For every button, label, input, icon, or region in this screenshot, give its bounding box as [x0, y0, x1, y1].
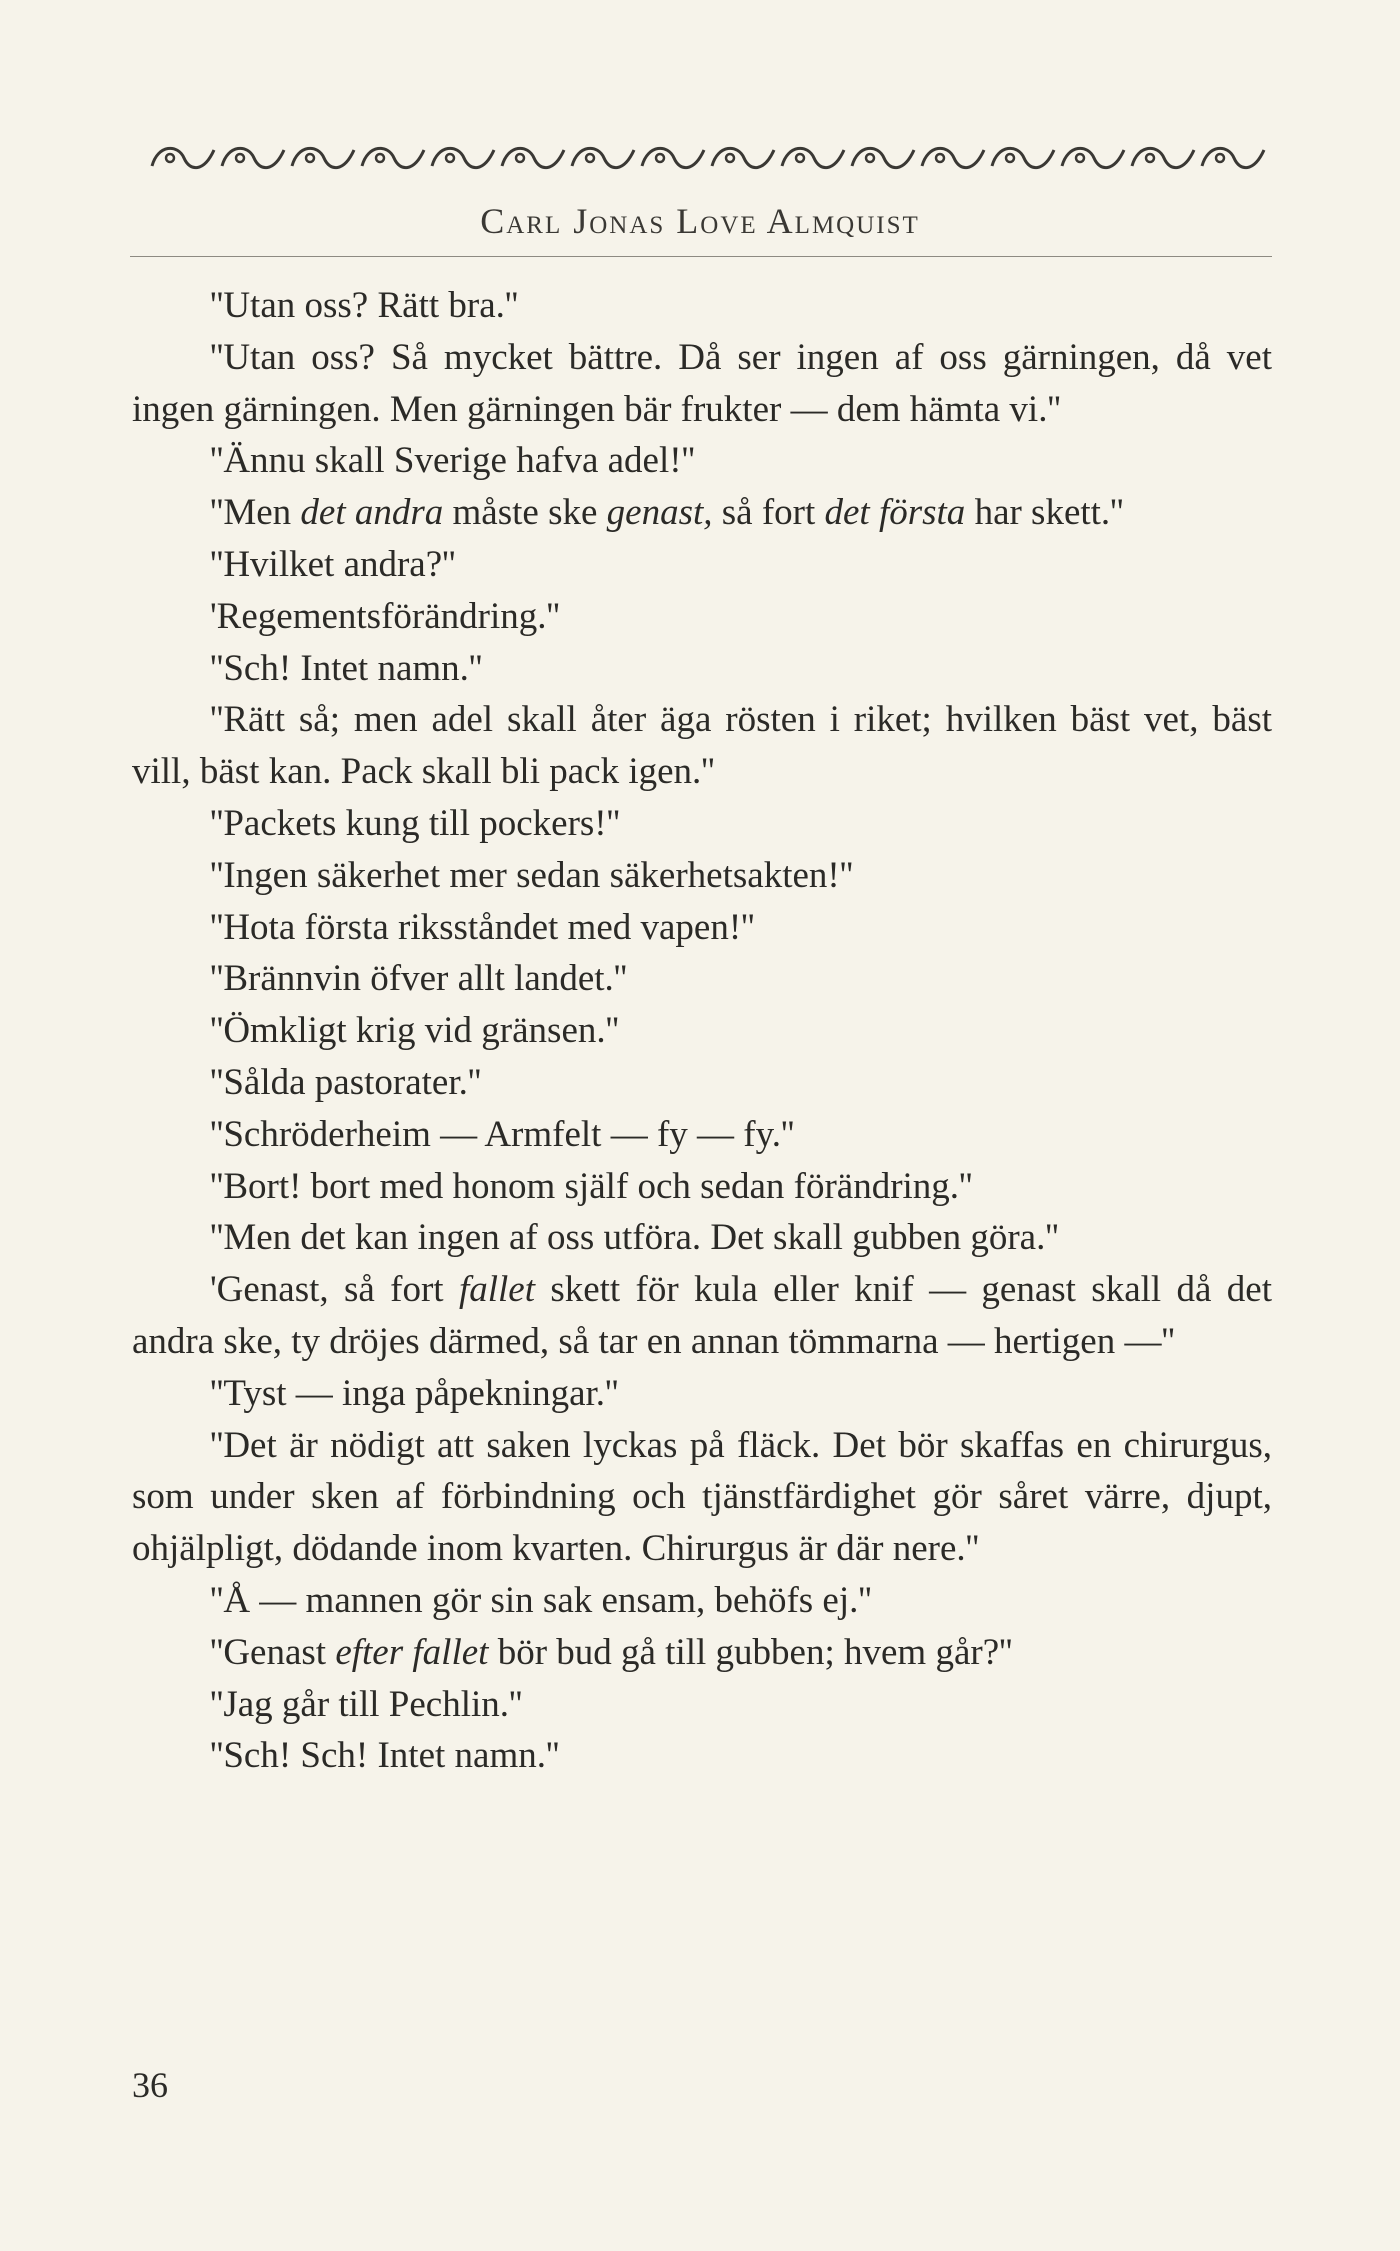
paragraph — [132, 332, 1272, 436]
italic-text: det första — [824, 492, 966, 534]
paragraph — [132, 1109, 1272, 1161]
ornament-scroll — [1202, 148, 1264, 167]
ornament-scroll — [292, 148, 354, 167]
italic-text: det andra — [300, 492, 444, 534]
ornament-curl — [236, 154, 244, 162]
scroll-ornament-icon — [148, 138, 1268, 178]
body-text — [132, 280, 1272, 1782]
paragraph — [132, 1679, 1272, 1731]
text-run: ''Det är nödigt att saken lyckas på fläck. Det bör skaffas en chirurgus, som under sken af förbindning och tjänstfärdighet gör såret värre, djupt, ohjälpligt, dödande inom kvarten. Chirurgus är där nere.'' — [132, 1424, 1272, 1570]
ornament-scroll — [502, 148, 564, 167]
italic-text: efter fallet — [335, 1631, 489, 1673]
ornament-curl — [586, 154, 594, 162]
ornament-curl — [376, 154, 384, 162]
ornament-scroll — [572, 148, 634, 167]
paragraph — [132, 280, 1272, 332]
ornament-curl — [1146, 154, 1154, 162]
italic-text: genast, — [606, 492, 713, 534]
ornament-curl — [306, 154, 314, 162]
ornament-scroll — [362, 148, 424, 167]
text-run: ''Genast — [210, 1631, 336, 1673]
ornament-scroll — [1132, 148, 1194, 167]
paragraph — [132, 591, 1272, 643]
ornament-scroll — [1062, 148, 1124, 167]
text-run: ''Men det kan ingen af oss utföra. Det skall gubben göra.'' — [210, 1217, 1059, 1259]
ornament-curl — [1076, 154, 1084, 162]
text-run: ''Brännvin öfver allt landet.'' — [210, 958, 628, 1000]
text-run: ''Ännu skall Sverige hafva adel!'' — [210, 440, 695, 482]
paragraph — [132, 1730, 1272, 1782]
ornament-curl — [1006, 154, 1014, 162]
ornament-curl — [1216, 154, 1224, 162]
paragraph — [132, 1575, 1272, 1627]
running-head: Carl Jonas Love Almquist — [480, 201, 920, 241]
paragraph — [132, 1161, 1272, 1213]
paragraph — [132, 798, 1272, 850]
paragraph — [132, 850, 1272, 902]
ornament-scroll — [712, 148, 774, 167]
text-run: 'Genast, så fort — [210, 1269, 459, 1311]
ornament-curl — [936, 154, 944, 162]
text-run: ''Sch! Intet namn.'' — [210, 647, 483, 689]
text-run: måste ske — [443, 492, 607, 534]
ornament-curl — [656, 154, 664, 162]
text-run: bör bud gå till gubben; hvem går?'' — [488, 1631, 1013, 1673]
ornament-curl — [516, 154, 524, 162]
paragraph — [132, 694, 1272, 798]
ornament-curl — [446, 154, 454, 162]
paragraph — [132, 1057, 1272, 1109]
text-run: ''Schröderheim — Armfelt — fy — fy.'' — [210, 1113, 795, 1155]
paragraph — [132, 1368, 1272, 1420]
italic-text: fallet — [458, 1269, 535, 1311]
ornament-scroll — [152, 148, 214, 167]
text-run: ''Rätt så; men adel skall åter äga rösten i riket; hvilken bäst vet, bäst vill, bäst kan. Pack skall bli pack igen.'' — [132, 699, 1272, 793]
ornament-scroll — [992, 148, 1054, 167]
paragraph — [132, 1264, 1272, 1368]
paragraph — [132, 1627, 1272, 1679]
text-run: har skett.'' — [965, 492, 1124, 534]
paragraph — [132, 1005, 1272, 1057]
ornament-curl — [796, 154, 804, 162]
ornament-scroll — [432, 148, 494, 167]
text-run: ''Ingen säkerhet mer sedan säkerhetsakten!'' — [210, 854, 854, 896]
text-run: ''Bort! bort med honom själf och sedan förändring.'' — [210, 1165, 973, 1207]
text-run: 'Regementsförändring.'' — [210, 595, 560, 637]
ornament-scroll — [782, 148, 844, 167]
paragraph — [132, 1420, 1272, 1575]
ornament-scroll — [222, 148, 284, 167]
ornament-scroll — [642, 148, 704, 167]
ornament-curl — [726, 154, 734, 162]
text-run: ''Hota första riksståndet med vapen!'' — [210, 906, 755, 948]
text-run: ''Sålda pastorater.'' — [210, 1061, 482, 1103]
text-run: ''Å — mannen gör sin sak ensam, behöfs ej.'' — [210, 1579, 872, 1621]
page-number: 36 — [132, 2065, 168, 2105]
header-rule — [130, 256, 1272, 257]
text-run: ''Jag går till Pechlin.'' — [210, 1683, 523, 1725]
ornament-scroll — [852, 148, 914, 167]
text-run: skett för kula eller knif — genast skall då det andra ske, ty dröjes därmed, så tar en annan tömmarna — hertigen —'' — [132, 1269, 1272, 1362]
text-run: ''Packets kung till pockers!'' — [210, 802, 620, 844]
paragraph — [132, 953, 1272, 1005]
paragraph — [132, 643, 1272, 695]
text-run: ''Utan oss? Så mycket bättre. Då ser ingen af oss gärningen, då vet ingen gärningen. Men gärningen bär frukter — dem hämta vi.'' — [132, 336, 1272, 430]
text-run: ''Sch! Sch! Intet namn.'' — [210, 1735, 560, 1777]
text-run: så fort — [712, 492, 825, 534]
paragraph — [132, 539, 1272, 591]
ornament-curl — [166, 154, 174, 162]
paragraph — [132, 487, 1272, 539]
text-run: ''Utan oss? Rätt bra.'' — [210, 285, 519, 326]
ornament-scroll — [922, 148, 984, 167]
paragraph — [132, 1212, 1272, 1264]
ornament-curl — [866, 154, 874, 162]
text-run: ''Hvilket andra?'' — [210, 543, 456, 585]
paragraph — [132, 902, 1272, 954]
paragraph — [132, 435, 1272, 487]
text-run: ''Men — [210, 492, 301, 534]
text-run: ''Ömkligt krig vid gränsen.'' — [210, 1010, 619, 1052]
text-run: ''Tyst — inga påpekningar.'' — [210, 1372, 619, 1414]
